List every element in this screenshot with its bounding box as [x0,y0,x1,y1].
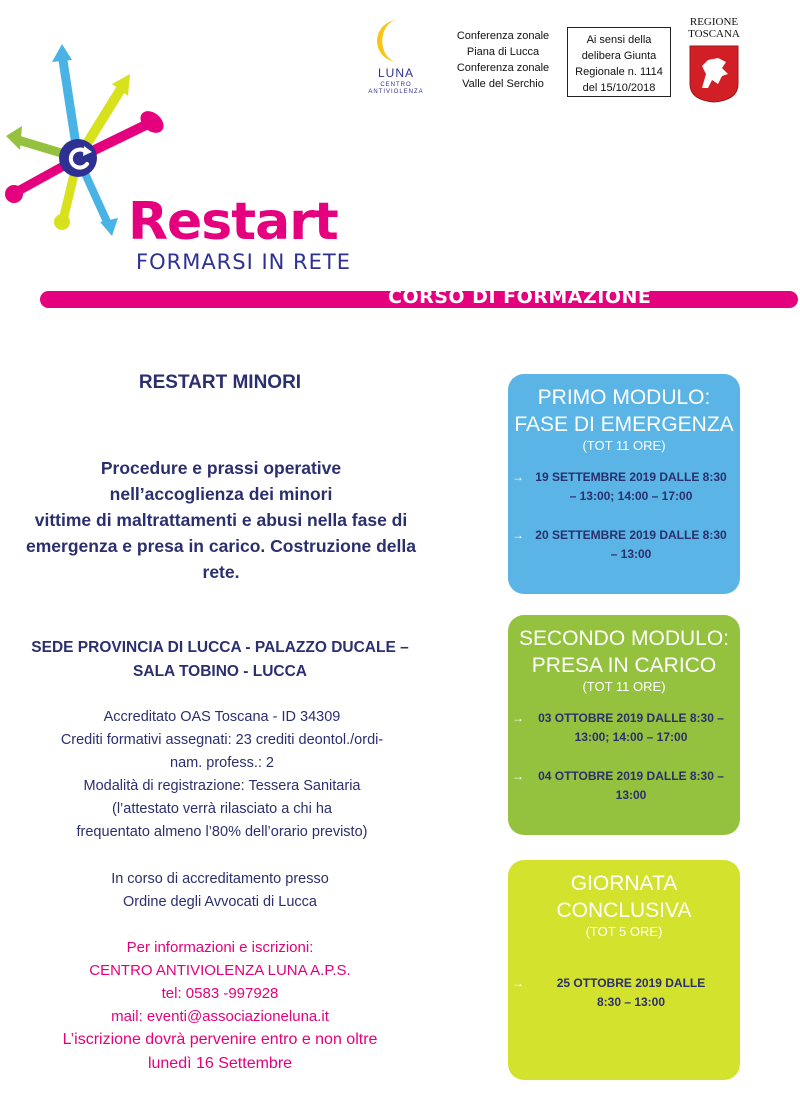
course-venue: SEDE PROVINCIA DI LUCCA - PALAZZO DUCALE – SALA TOBINO - LUCCA [31,639,409,680]
module-card-secondo [508,615,740,835]
arrow-right-icon: → [512,711,524,725]
delibera-box: Ai sensi della delibera Giunta Regionale n. 1114 del 15/10/2018 [567,27,671,97]
module-date-item: → 20 SETTEMBRE 2019 DALLE 8:30 – 13:00 [512,528,727,561]
module-hours: (TOT 11 ORE) [582,438,666,453]
contact-phone[interactable]: tel: 0583 -997928 [161,985,279,1002]
contact-heading: Per informazioni e iscrizioni: [126,939,314,956]
restart-wordmark: Restart [128,192,338,252]
module-card-conclusiva [508,860,740,1080]
restart-tagline: FORMARSI IN RETE [136,250,352,274]
module-title: SECONDO MODULO: PRESA IN CARICO [518,627,730,677]
regione-toscana-title: REGIONE TOSCANA [688,16,740,40]
module-title: PRIMO MODULO: FASE DI EMERGENZA [514,386,734,436]
module-date-item: → 25 OTTOBRE 2019 DALLE 8:30 – 13:00 [512,976,706,1009]
module-dates [508,468,740,564]
module-hours: (TOT 11 ORE) [582,679,666,694]
luna-moon-logo-icon [376,16,416,66]
deadline-line-1: L’iscrizione dovrà pervenire entro e non oltre [62,1031,378,1048]
arrow-right-icon: → [512,470,524,484]
course-description: Procedure e prassi operative nell’accoglienza dei minori vittime di maltrattamenti e abusi nella fase di emergenza e presa in carico. Costruzione della rete. [26,458,416,582]
conferenza-zonale-text: Conferenza zonale Piana di Lucca Conferenza zonale Valle del Serchio [456,30,550,90]
contact-org: CENTRO ANTIVIOLENZA LUNA A.P.S. [89,962,351,979]
accreditation-info: Accreditato OAS Toscana - ID 34309 Crediti formativi assegnati: 23 crediti deontol./ordi- nam. profess.: 2 Modalità di registrazione: Tessera Sanitaria (l’attestato verrà rilasciato a chi ha frequentato almeno l’80% dell’orario previsto) [60,709,384,840]
module-dates [508,709,740,805]
luna-logo-subtitle: CENTRO ANTIVIOLENZA [368,82,424,95]
course-title: RESTART MINORI [138,372,302,393]
module-title: GIORNATA CONCLUSIVA [556,872,692,922]
luna-logo-name: LUNA [377,66,414,80]
regione-toscana-shield-icon [688,44,740,104]
module-card-primo [508,374,740,594]
arrow-right-icon: → [512,976,524,990]
module-date-item: → 03 OTTOBRE 2019 DALLE 8:30 – 13:00; 14:00 – 17:00 [512,711,724,744]
deadline-line-2: lunedì 16 Settembre [147,1055,293,1072]
arrow-right-icon: → [512,528,524,542]
accreditation-pending: In corso di accreditamento presso Ordine degli Avvocati di Lucca [111,871,329,910]
module-date-item: → 19 SETTEMBRE 2019 DALLE 8:30 – 13:00; 14:00 – 17:00 [512,470,727,503]
contact-email[interactable]: mail: eventi@associazioneluna.it [111,1008,329,1025]
module-hours: (TOT 5 ORE) [585,924,663,939]
module-date-item: → 04 OTTOBRE 2019 DALLE 8:30 – 13:00 [512,769,724,802]
contact-info [0,936,440,1076]
module-dates [508,974,740,1012]
arrow-right-icon: → [512,769,524,783]
course-banner-label: CORSO DI FORMAZIONE [388,286,652,308]
